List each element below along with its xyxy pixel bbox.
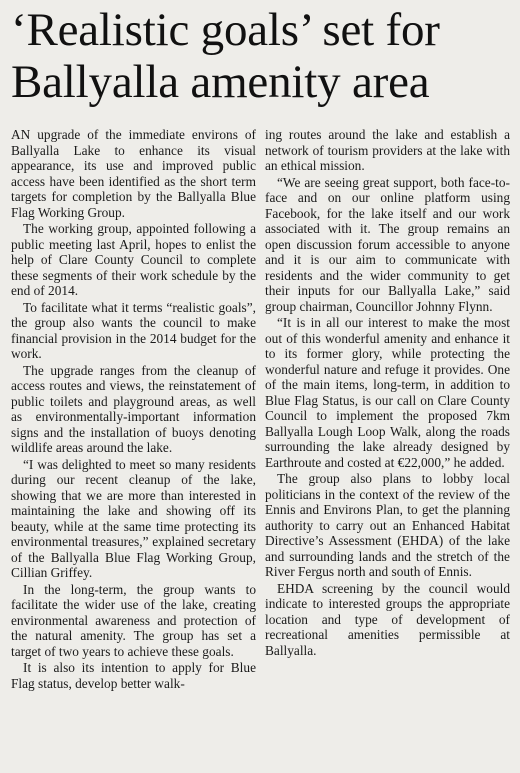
paragraph: EHDA screening by the council would indicate to interested groups the appropriate location and type of development of recreational amenities permissible at Ballyalla. bbox=[265, 580, 510, 658]
paragraph: The working group, appointed following a public meeting last April, hopes to enlist the help of Clare County Council to complete these segments of their work schedule by the end of 2014. bbox=[11, 221, 256, 298]
paragraph: In the long-term, the group wants to facilitate the wider use of the lake, creating environmental awareness and protection of the natural amenity. The group has set a target of two years to achieve these goals. bbox=[11, 581, 256, 659]
headline-line-1: ‘Realistic goals’ set for bbox=[11, 4, 440, 56]
paragraph: “We are seeing great support, both face-to-face and on our online platform using Facebook, for the lake itself and our work associated with it. The group remains an open discussion forum accessible to anyone and it is our aim to communicate with residents and the wider community to get their inputs for our Ballyalla Lake,” said group chairman, Councillor Johnny Flynn. bbox=[265, 174, 510, 314]
paragraph: ing routes around the lake and establish a network of tourism providers at the lake with an ethical mission. bbox=[265, 127, 510, 173]
paragraph: The upgrade ranges from the cleanup of access routes and views, the reinstatement of public toilets and playground areas, as well as environmentally-important information signs and the installation of buoys denoting wildlife areas around the lake. bbox=[11, 362, 256, 455]
paragraph: “It is in all our interest to make the most out of this wonderful amenity and enhance it to its former glory, while protecting the wonderful nature and refuge it provides. One of the main items, long-term, in addition to Blue Flag Status, is our call on Clare County Council to implement the proposed 7km Ballyalla Lough Loop Walk, along the roads surrounding the lake already designed by Earthroute and costed at €22,000,” he added. bbox=[265, 315, 510, 470]
headline bbox=[11, 0, 510, 108]
paragraph: AN upgrade of the immediate environs of Ballyalla Lake to enhance its visual appearance, its use and improved public access have been identified as the short term targets for completion by the Ballyalla Blue Flag Working Group. bbox=[11, 127, 256, 220]
article-body bbox=[11, 127, 510, 692]
paragraph: To facilitate what it terms “realistic goals”, the group also wants the council to make financial provision in the 2014 budget for the work. bbox=[11, 299, 256, 361]
headline-line-2: Ballyalla amenity area bbox=[11, 56, 430, 108]
column-right bbox=[265, 127, 510, 692]
paragraph: It is also its intention to apply for Blue Flag status, develop better walk- bbox=[11, 660, 256, 691]
paragraph: “I was delighted to meet so many residents during our recent cleanup of the lake, showing that we are more than interested in maintaining the lake and showing off its beauty, while at the same time protecting its environmental treasures,” explained secretary of the Ballyalla Blue Flag Working Group, Cillian Griffey. bbox=[11, 456, 256, 580]
column-left bbox=[11, 127, 256, 692]
paragraph: The group also plans to lobby local politicians in the context of the review of the Ennis and Environs Plan, to get the planning authority to carry out an Enhanced Habitat Directive’s Assessment (EHDA) of the lake and surrounding lands and the stretch of the River Fergus north and south of Ennis. bbox=[265, 471, 510, 579]
